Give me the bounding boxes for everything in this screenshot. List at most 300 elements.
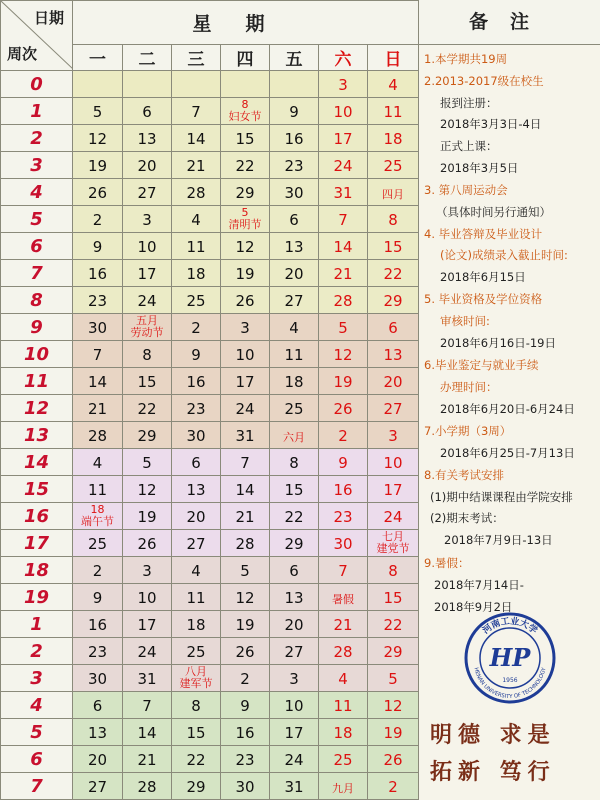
- day-cell: [319, 368, 368, 395]
- day-number: 8: [241, 98, 249, 111]
- holiday-label: 清明节: [228, 218, 262, 231]
- day-cell: [270, 368, 319, 395]
- day-number: 29: [383, 642, 403, 661]
- day-cell: [221, 260, 270, 287]
- day-cell: [123, 395, 172, 422]
- day-cell: [319, 449, 368, 476]
- logo-bottom-text: HENAN UNIVERSITY OF TECHNOLOGY: [472, 667, 548, 701]
- day-number: 12: [383, 696, 403, 715]
- day-number: 5: [92, 102, 103, 121]
- day-cell: [172, 314, 221, 341]
- day-header-cell: [319, 45, 368, 71]
- week-number-cell: [1, 773, 73, 800]
- week-row: [1, 233, 419, 260]
- day-cell: [368, 179, 419, 206]
- week-number-cell: [1, 125, 73, 152]
- day-cell: [172, 530, 221, 557]
- day-number: 31: [235, 426, 255, 445]
- day-cell: [73, 98, 123, 125]
- day-cell: [270, 638, 319, 665]
- week-number: 2: [30, 640, 43, 662]
- day-number: 8: [289, 453, 299, 472]
- day-number: 12: [137, 480, 157, 499]
- day-number: 21: [87, 399, 108, 418]
- day-cell: [221, 557, 270, 584]
- day-cell: [73, 206, 123, 233]
- day-cell: [172, 557, 221, 584]
- week-number-cell: [1, 557, 73, 584]
- day-cell: [319, 584, 368, 611]
- day-cell: [270, 71, 319, 98]
- day-header-cell: [368, 45, 419, 71]
- day-number: 7: [240, 453, 250, 472]
- day-cell: [270, 557, 319, 584]
- day-number: 27: [137, 183, 157, 202]
- day-number: 7: [92, 345, 103, 364]
- day-number: 11: [383, 102, 403, 121]
- day-cell: [123, 260, 172, 287]
- day-cell: [123, 125, 172, 152]
- day-number: 31: [333, 183, 353, 202]
- day-cell: [319, 476, 368, 503]
- week-row: [1, 125, 419, 152]
- day-cell: [123, 503, 172, 530]
- day-cell: [221, 665, 270, 692]
- remark-line: 2018年9月2日: [434, 600, 513, 614]
- day-number: 23: [186, 399, 206, 418]
- day-cell: [73, 395, 123, 422]
- day-number: 8: [142, 345, 152, 364]
- day-number: 27: [383, 399, 403, 418]
- week-number: 1: [30, 613, 43, 635]
- day-number: 10: [333, 102, 353, 121]
- day-number: 19: [87, 156, 108, 175]
- week-row: [1, 692, 419, 719]
- day-cell: [73, 503, 123, 530]
- day-number: 29: [383, 291, 403, 310]
- day-cell: [270, 98, 319, 125]
- day-cell: [73, 368, 123, 395]
- day-number: 12: [333, 345, 353, 364]
- week-row: [1, 449, 419, 476]
- week-row: [1, 611, 419, 638]
- day-cell: [319, 98, 368, 125]
- week-number-cell: [1, 449, 73, 476]
- weekday-title: 星期: [192, 13, 299, 35]
- day-number: 23: [87, 291, 108, 310]
- week-number: 18: [23, 559, 50, 581]
- day-number: 3: [388, 426, 398, 445]
- day-number: 2: [388, 777, 398, 796]
- day-number: 13: [284, 237, 304, 256]
- day-cell: [319, 152, 368, 179]
- day-cell: [319, 395, 368, 422]
- week-row: [1, 773, 419, 800]
- day-cell: [270, 233, 319, 260]
- day-cell: [368, 476, 419, 503]
- day-cell: [73, 773, 123, 800]
- day-cell: [123, 638, 172, 665]
- day-header: 四: [236, 50, 254, 70]
- day-number: 17: [333, 129, 353, 148]
- day-number: 16: [333, 480, 353, 499]
- month-label: 四月: [382, 187, 405, 201]
- remark-line: 审核时间:: [440, 314, 490, 328]
- day-number: 18: [333, 723, 353, 742]
- day-header: 六: [334, 50, 352, 70]
- day-cell: [123, 341, 172, 368]
- day-cell: [319, 530, 368, 557]
- day-cell: [123, 476, 172, 503]
- day-number: 9: [191, 345, 201, 364]
- week-row: [1, 476, 419, 503]
- day-cell: [123, 71, 172, 98]
- day-cell: [368, 395, 419, 422]
- day-cell: [319, 719, 368, 746]
- week-row: [1, 206, 419, 233]
- week-row: [1, 665, 419, 692]
- day-number: 4: [388, 75, 398, 94]
- day-cell: [73, 719, 123, 746]
- day-cell: [172, 449, 221, 476]
- day-number: 7: [338, 561, 348, 580]
- remark-line: 4. 毕业答辩及毕业设计: [424, 227, 543, 241]
- day-number: 4: [92, 453, 103, 472]
- day-cell: [221, 287, 270, 314]
- day-cell: [368, 530, 419, 557]
- day-cell: [172, 422, 221, 449]
- day-cell: [123, 422, 172, 449]
- week-number: 17: [23, 532, 50, 554]
- month-label: 暑假: [332, 592, 354, 606]
- day-header: 三: [187, 50, 205, 70]
- university-logo: [464, 612, 556, 704]
- day-cell: [172, 71, 221, 98]
- day-number: 24: [333, 156, 353, 175]
- holiday-label: 建军节: [179, 677, 213, 690]
- week-number: 5: [30, 721, 43, 743]
- day-number: 17: [137, 615, 157, 634]
- day-number: 11: [87, 480, 108, 499]
- week-row: [1, 503, 419, 530]
- week-row: [1, 98, 419, 125]
- remark-line: 2018年6月25日-7月13日: [440, 446, 575, 460]
- day-cell: [123, 530, 172, 557]
- day-number: 20: [383, 372, 403, 391]
- week-number: 6: [30, 235, 43, 257]
- remark-line: 6.毕业鉴定与就业手续: [424, 358, 539, 372]
- day-number: 26: [235, 291, 255, 310]
- day-cell: [172, 584, 221, 611]
- remark-line: 2018年6月20日-6月24日: [440, 402, 575, 416]
- day-number: 9: [338, 453, 348, 472]
- week-number-cell: [1, 341, 73, 368]
- day-header-cell: [73, 45, 123, 71]
- day-cell: [73, 233, 123, 260]
- day-number: 4: [338, 669, 348, 688]
- day-number: 27: [284, 642, 304, 661]
- day-number: 30: [87, 669, 108, 688]
- day-number: 20: [284, 264, 304, 283]
- week-number-cell: [1, 179, 73, 206]
- month-label: 九月: [332, 781, 354, 795]
- day-cell: [123, 206, 172, 233]
- week-number: 4: [30, 181, 43, 203]
- remark-line: 2018年7月14日-: [434, 578, 524, 592]
- day-number: 6: [388, 318, 398, 337]
- week-row: [1, 341, 419, 368]
- day-number: 19: [333, 372, 353, 391]
- day-number: 5: [388, 669, 398, 688]
- day-cell: [270, 287, 319, 314]
- day-cell: [172, 125, 221, 152]
- day-cell: [123, 287, 172, 314]
- day-cell: [319, 503, 368, 530]
- day-cell: [123, 719, 172, 746]
- day-number: 22: [284, 507, 304, 526]
- day-number: 21: [186, 156, 206, 175]
- day-header-cell: [123, 45, 172, 71]
- day-cell: [221, 638, 270, 665]
- day-number: 4: [289, 318, 299, 337]
- day-number: 27: [87, 777, 108, 796]
- day-number: 五月: [136, 314, 158, 327]
- day-number: 28: [333, 291, 353, 310]
- day-cell: [172, 638, 221, 665]
- day-cell: [172, 665, 221, 692]
- week-number-cell: [1, 233, 73, 260]
- day-number: 12: [235, 588, 255, 607]
- day-number: 16: [235, 723, 255, 742]
- week-number: 3: [30, 667, 43, 689]
- day-cell: [73, 260, 123, 287]
- day-cell: [221, 422, 270, 449]
- day-number: 17: [284, 723, 304, 742]
- day-cell: [270, 449, 319, 476]
- day-cell: [172, 341, 221, 368]
- day-number: 25: [186, 291, 206, 310]
- day-cell: [270, 665, 319, 692]
- day-number: 5: [142, 453, 152, 472]
- day-number: 7: [191, 102, 201, 121]
- week-row: [1, 179, 419, 206]
- week-number: 15: [23, 478, 50, 500]
- day-cell: [270, 206, 319, 233]
- day-cell: [73, 746, 123, 773]
- day-cell: [270, 503, 319, 530]
- day-cell: [172, 233, 221, 260]
- week-row: [1, 287, 419, 314]
- day-number: 4: [191, 561, 201, 580]
- day-number: 27: [284, 291, 304, 310]
- day-cell: [368, 557, 419, 584]
- day-number: 18: [383, 129, 403, 148]
- logo-mark: HP: [489, 643, 531, 672]
- week-number-cell: [1, 638, 73, 665]
- day-number: 3: [338, 75, 348, 94]
- day-number: 8: [388, 210, 398, 229]
- day-number: 30: [87, 318, 108, 337]
- week-number-cell: [1, 314, 73, 341]
- day-cell: [270, 773, 319, 800]
- day-number: 30: [186, 426, 206, 445]
- day-number: 6: [92, 696, 103, 715]
- day-cell: [368, 314, 419, 341]
- day-cell: [319, 287, 368, 314]
- week-number-cell: [1, 98, 73, 125]
- day-number: 6: [289, 210, 299, 229]
- day-cell: [368, 422, 419, 449]
- day-number: 23: [333, 507, 353, 526]
- day-cell: [221, 395, 270, 422]
- day-number: 20: [87, 750, 108, 769]
- motto-line-2: 拓新 笃行: [430, 759, 556, 785]
- day-number: 11: [284, 345, 304, 364]
- day-number: 13: [383, 345, 403, 364]
- day-cell: [73, 71, 123, 98]
- day-number: 25: [284, 399, 304, 418]
- remark-line: 5. 毕业资格及学位资格: [424, 292, 543, 306]
- day-number: 20: [284, 615, 304, 634]
- week-number-cell: [1, 584, 73, 611]
- remark-line: 3. 第八周运动会: [424, 183, 508, 197]
- header-diagonal-cell: [1, 1, 73, 71]
- day-cell: [221, 152, 270, 179]
- day-number: 12: [87, 129, 108, 148]
- day-number: 30: [235, 777, 255, 796]
- day-cell: [368, 233, 419, 260]
- day-cell: [319, 125, 368, 152]
- day-cell: [270, 341, 319, 368]
- week-row: [1, 152, 419, 179]
- day-cell: [172, 395, 221, 422]
- day-number: 26: [87, 183, 108, 202]
- day-number: 25: [186, 642, 206, 661]
- day-number: 24: [137, 642, 157, 661]
- day-number: 15: [235, 129, 255, 148]
- week-row: [1, 719, 419, 746]
- day-number: 27: [186, 534, 206, 553]
- remark-line: 2018年7月9日-13日: [444, 533, 553, 547]
- day-number: 25: [383, 156, 403, 175]
- week-number-cell: [1, 530, 73, 557]
- week-number-cell: [1, 287, 73, 314]
- week-row: [1, 71, 419, 98]
- day-number: 24: [235, 399, 255, 418]
- day-number: 16: [186, 372, 206, 391]
- day-number: 30: [333, 534, 353, 553]
- day-cell: [123, 152, 172, 179]
- day-cell: [368, 746, 419, 773]
- remark-line: 正式上课：: [440, 139, 498, 153]
- day-number: 19: [137, 507, 157, 526]
- day-cell: [221, 692, 270, 719]
- week-row: [1, 422, 419, 449]
- day-number: 19: [383, 723, 403, 742]
- day-cell: [73, 449, 123, 476]
- week-number-cell: [1, 719, 73, 746]
- day-number: 16: [284, 129, 304, 148]
- day-number: 28: [235, 534, 255, 553]
- week-label: 周次: [7, 45, 38, 63]
- day-number: 26: [235, 642, 255, 661]
- day-cell: [270, 530, 319, 557]
- day-cell: [270, 719, 319, 746]
- day-cell: [73, 125, 123, 152]
- week-row: [1, 638, 419, 665]
- day-number: 26: [333, 399, 353, 418]
- day-number: 2: [92, 210, 103, 229]
- day-number: 9: [92, 237, 103, 256]
- day-number: 29: [137, 426, 157, 445]
- day-number: 15: [137, 372, 157, 391]
- day-number: 18: [186, 615, 206, 634]
- day-number: 22: [383, 264, 403, 283]
- week-row: [1, 746, 419, 773]
- week-number-cell: [1, 422, 73, 449]
- week-number: 7: [30, 262, 43, 284]
- day-number: 23: [284, 156, 304, 175]
- day-cell: [221, 98, 270, 125]
- day-cell: [368, 341, 419, 368]
- day-cell: [73, 287, 123, 314]
- day-number: 3: [142, 561, 152, 580]
- day-number: 26: [383, 750, 403, 769]
- week-row: [1, 260, 419, 287]
- day-cell: [368, 638, 419, 665]
- day-cell: [172, 503, 221, 530]
- day-cell: [319, 179, 368, 206]
- day-cell: [123, 557, 172, 584]
- day-number: 8: [191, 696, 201, 715]
- day-number: 25: [333, 750, 353, 769]
- week-number-cell: [1, 206, 73, 233]
- day-cell: [368, 503, 419, 530]
- logo-top-text: 河南工业大学: [481, 616, 539, 637]
- day-cell: [368, 71, 419, 98]
- day-cell: [221, 611, 270, 638]
- day-number: 28: [137, 777, 157, 796]
- day-number: 5: [241, 206, 249, 219]
- day-number: 七月: [382, 530, 405, 543]
- day-cell: [368, 719, 419, 746]
- day-cell: [73, 584, 123, 611]
- day-cell: [368, 368, 419, 395]
- holiday-label: 建党节: [376, 542, 410, 555]
- day-cell: [221, 341, 270, 368]
- remark-line: 2.2013-2017级在校生: [424, 74, 544, 88]
- day-number: 20: [186, 507, 206, 526]
- remark-line: 2018年3月5日: [440, 161, 519, 175]
- day-cell: [319, 773, 368, 800]
- day-number: 15: [383, 237, 403, 256]
- remark-line: 2018年6月15日: [440, 270, 526, 284]
- day-number: 2: [191, 318, 201, 337]
- day-cell: [172, 476, 221, 503]
- day-cell: [221, 503, 270, 530]
- week-number-cell: [1, 611, 73, 638]
- day-cell: [319, 71, 368, 98]
- remarks-title: 备注: [419, 0, 600, 45]
- day-number: 19: [235, 615, 255, 634]
- day-number: 14: [137, 723, 157, 742]
- day-number: 13: [137, 129, 157, 148]
- day-cell: [73, 557, 123, 584]
- day-cell: [123, 179, 172, 206]
- day-cell: [319, 746, 368, 773]
- day-cell: [221, 314, 270, 341]
- week-row: [1, 557, 419, 584]
